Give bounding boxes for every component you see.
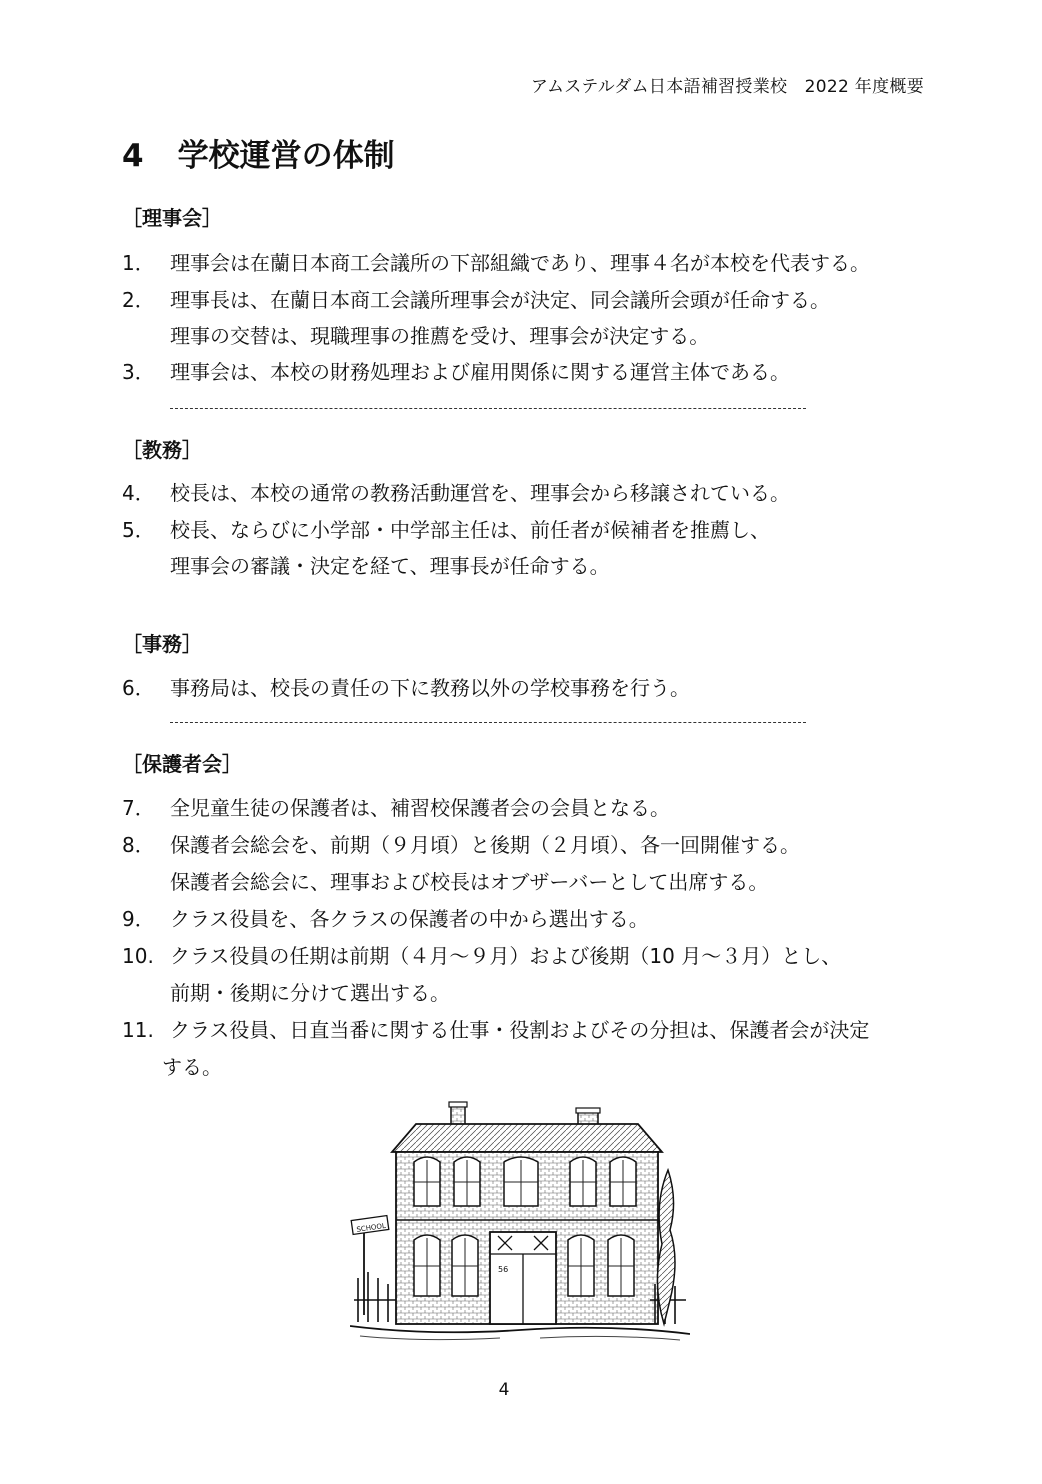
item-text: 理事会は、本校の財務処理および雇用関係に関する運営主体である。 (170, 360, 790, 384)
list-item (122, 282, 830, 318)
item-number: 8． (122, 833, 155, 857)
section-heading-parents: ［保護者会］ (122, 752, 242, 776)
item-number: 10. (122, 944, 154, 968)
item-continuation: 前期・後期に分けて選出する。 (170, 981, 450, 1005)
dashed-divider (170, 722, 806, 723)
item-continuation: する。 (162, 1055, 222, 1079)
item-number: 5． (122, 518, 155, 542)
item-text: 全児童生徒の保護者は、補習校保護者会の会員となる。 (170, 796, 670, 820)
item-text: 理事会は在蘭日本商工会議所の下部組織であり、理事４名が本校を代表する。 (170, 251, 870, 275)
item-text: 校長は、本校の通常の教務活動運営を、理事会から移譲されている。 (170, 481, 790, 505)
item-text: クラス役員の任期は前期（４月～９月）および後期（10 月～３月）とし、 (170, 944, 842, 968)
list-item (122, 790, 670, 826)
school-sign-text: SCHOOL (355, 1221, 387, 1234)
list-item (122, 827, 800, 863)
list-item (122, 245, 870, 281)
list-item (122, 938, 841, 974)
item-text: クラス役員を、各クラスの保護者の中から選出する。 (170, 907, 649, 931)
item-continuation: 理事の交替は、現職理事の推薦を受け、理事会が決定する。 (170, 324, 710, 348)
item-continuation: 理事会の審議・決定を経て、理事長が任命する。 (170, 554, 610, 578)
list-item (122, 901, 649, 937)
header-note: アムステルダム日本語補習授業校 2022 年度概要 (530, 77, 924, 97)
item-text: クラス役員、日直当番に関する仕事・役割およびその分担は、保護者会が決定 (170, 1018, 870, 1042)
item-number: 3． (122, 360, 155, 384)
list-item (122, 670, 690, 706)
dashed-divider (170, 408, 806, 409)
item-text: 保護者会総会を、前期（９月頃）と後期（２月頃）、各一回開催する。 (170, 833, 800, 857)
door-number: 56 (498, 1265, 509, 1274)
item-continuation: 保護者会総会に、理事および校長はオブザーバーとして出席する。 (170, 870, 769, 894)
list-item (122, 354, 790, 390)
item-number: 2． (122, 288, 155, 312)
item-number: 4． (122, 481, 155, 505)
page-title-text: 学校運営の体制 (177, 138, 395, 174)
list-item (122, 475, 790, 511)
item-number: 9． (122, 907, 155, 931)
school-building-illustration (350, 1100, 690, 1350)
item-text: 事務局は、校長の責任の下に教務以外の学校事務を行う。 (170, 676, 690, 700)
item-text: 理事長は、在蘭日本商工会議所理事会が決定、同会議所会頭が任命する。 (170, 288, 830, 312)
item-number: 6． (122, 676, 155, 700)
list-item (122, 1012, 869, 1048)
section-heading-board: ［理事会］ (122, 206, 222, 230)
page-title-number: 4 (122, 138, 144, 174)
section-heading-academic: ［教務］ (122, 438, 202, 462)
section-heading-office: ［事務］ (122, 632, 202, 656)
item-number: 7． (122, 796, 155, 820)
page-number: 4 (498, 1380, 510, 1400)
list-item (122, 512, 770, 548)
item-number: 1． (122, 251, 155, 275)
item-text: 校長、ならびに小学部・中学部主任は、前任者が候補者を推薦し、 (170, 518, 770, 542)
page-title (122, 130, 395, 175)
item-number: 11. (122, 1018, 154, 1042)
